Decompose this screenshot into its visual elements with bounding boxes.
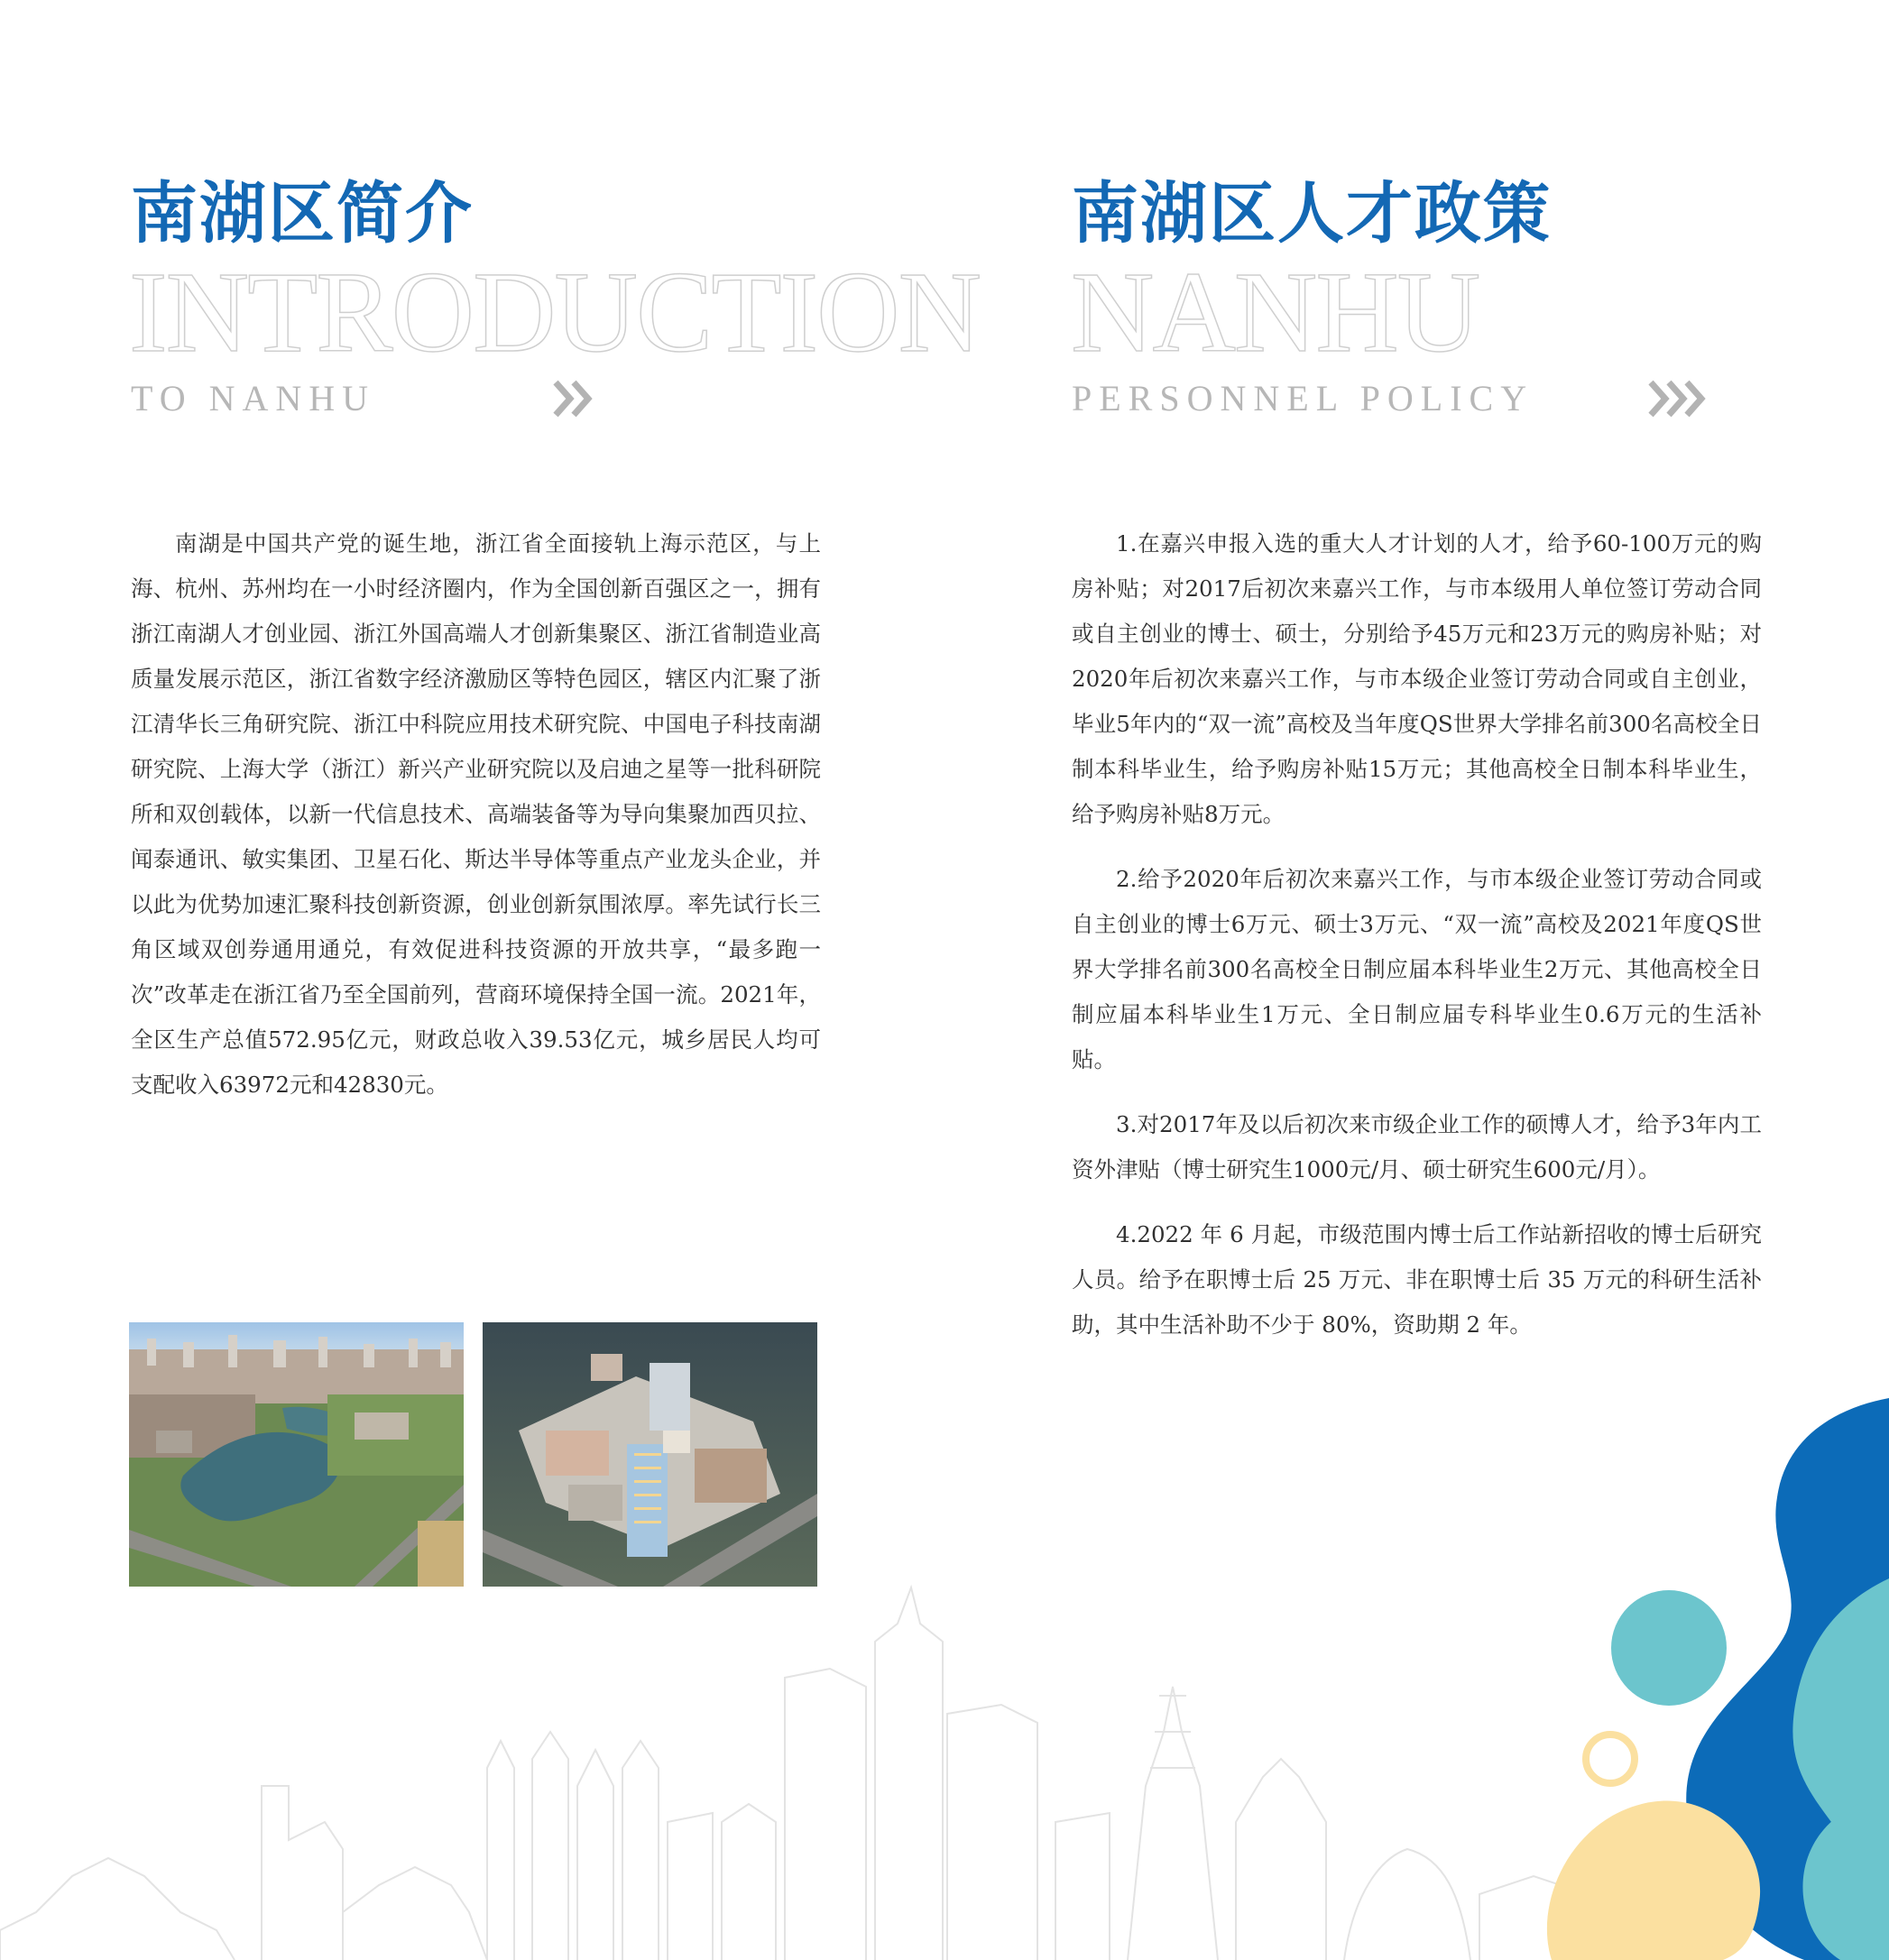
decorative-blob-shapes [1534,1398,1889,1960]
right-title-cn: 南湖区人才政策 [1072,175,1552,253]
policy-list [1072,521,1762,1367]
double-chevron-right-icon [552,377,597,420]
left-title-cn: 南湖区简介 [131,175,474,253]
left-title-en-outline: INTRODUCTION [129,248,980,376]
triple-chevron-right-icon [1647,377,1712,420]
city-skyline-outline-decoration [0,1551,1588,1960]
research-campus-render-photo [483,1322,817,1587]
right-title-en-sub: PERSONNEL POLICY [1072,378,1534,419]
policy-item-4: 4.2022 年 6 月起，市级范围内博士后工作站新招收的博士后研究人员。给予在职博士后 25 万元、非在职博士后 35 万元的科研生活补助，其中生活补助不少于 80%，资助期 2 年。 [1072,1221,1762,1338]
policy-item-3: 3.对2017年及以后初次来市级企业工作的硕博人才，给予3年内工资外津贴（博士研究生1000元/月、硕士研究生600元/月）。 [1072,1111,1762,1182]
nanhu-lake-aerial-photo [129,1322,464,1587]
policy-item-2: 2.给予2020年后初次来嘉兴工作，与市本级企业签订劳动合同或自主创业的博士6万元、硕士3万元、“双一流”高校及2021年度QS世界大学排名前300名高校全日制应届本科毕业生2万元、其他高校全日制应届本科毕业生1万元、全日制应届专科毕业生0.6万元的生活补贴。 [1072,866,1762,1072]
right-title-en-outline: NANHU [1071,248,1479,376]
policy-item-1: 1.在嘉兴申报入选的重大人才计划的人才，给予60-100万元的购房补贴；对2017后初次来嘉兴工作，与市本级用人单位签订劳动合同或自主创业的博士、硕士，分别给予45万元和23万元的购房补贴；对2020年后初次来嘉兴工作，与市本级企业签订劳动合同或自主创业，毕业5年内的“双一流”高校及当年度QS世界大学排名前300名高校全日制本科毕业生，给予购房补贴15万元；其他高校全日制本科毕业生，给予购房补贴8万元。 [1072,530,1762,827]
left-intro-paragraph: 南湖是中国共产党的诞生地，浙江省全面接轨上海示范区，与上海、杭州、苏州均在一小时经济圈内，作为全国创新百强区之一，拥有浙江南湖人才创业园、浙江外国高端人才创新集聚区、浙江省制造业高质量发展示范区，浙江省数字经济激励区等特色园区，辖区内汇聚了浙江清华长三角研究院、浙江中科院应用技术研究院、中国电子科技南湖研究院、上海大学（浙江）新兴产业研究院以及启迪之星等一批科研院所和双创载体，以新一代信息技术、高端装备等为导向集聚加西贝拉、闻泰通讯、敏实集团、卫星石化、斯达半导体等重点产业龙头企业，并以此为优势加速汇聚科技创新资源，创业创新氛围浓厚。率先试行长三角区域双创券通用通兑，有效促进科技资源的开放共享，“最多跑一次”改革走在浙江省乃至全国前列，营商环境保持全国一流。2021年，全区生产总值572.95亿元，财政总收入39.53亿元，城乡居民人均可支配收入63972元和42830元。 [131,530,821,1098]
left-title-en-sub: TO NANHU [131,378,376,419]
